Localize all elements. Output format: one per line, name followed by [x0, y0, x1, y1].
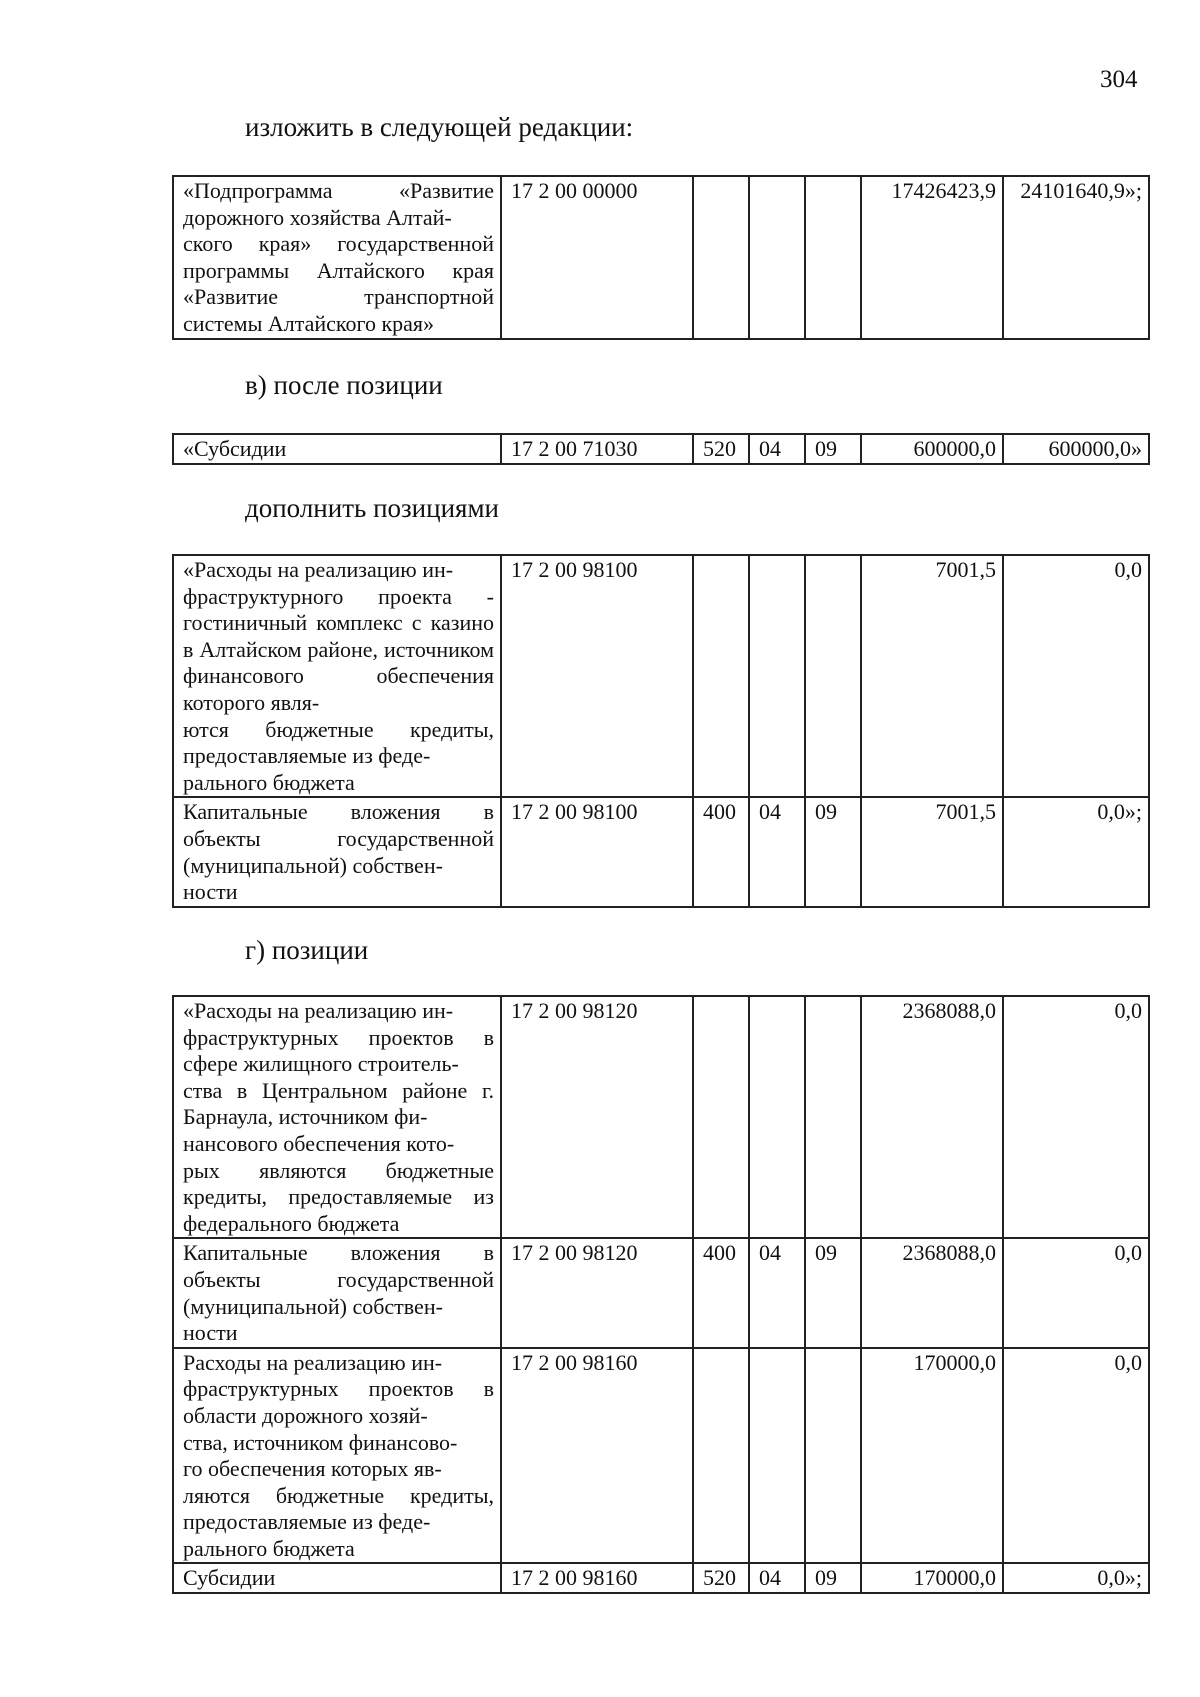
row-rz: 04: [749, 434, 805, 464]
row-pr: 09: [805, 434, 861, 464]
row-pr: 09: [805, 797, 861, 906]
table-body: [173, 176, 1149, 339]
row-sum-2: 0,0: [1003, 1238, 1149, 1347]
row-name: Расходы на реализацию ин- фраструктурных проектов в области дорожного хозяй- ства, источником финансово- го обеспечения которых яв- ляются бюджетные кредиты, предоставляемые из феде- рального бюджета: [173, 1348, 501, 1564]
table-row: [173, 555, 1149, 797]
row-sum-2: 0,0: [1003, 996, 1149, 1238]
row-pr: [805, 996, 861, 1238]
row-sum-1: 7001,5: [861, 555, 1003, 797]
row-sum-2: 0,0»;: [1003, 1563, 1149, 1593]
row-vr: 400: [693, 1238, 749, 1347]
row-rz: 04: [749, 797, 805, 906]
row-sum-1: 2368088,0: [861, 1238, 1003, 1347]
row-sum-1: 600000,0: [861, 434, 1003, 464]
row-sum-1: 170000,0: [861, 1563, 1003, 1593]
row-vr: [693, 555, 749, 797]
row-pr: [805, 1348, 861, 1564]
row-name: Капитальные вложения в объекты государственной (муниципальной) собствен- ности: [173, 797, 501, 906]
table-positions: [172, 995, 1150, 1594]
row-vr: 400: [693, 797, 749, 906]
table-row: [173, 176, 1149, 339]
section-heading-g: г) позиции: [245, 935, 369, 965]
row-rz: [749, 996, 805, 1238]
row-vr: 520: [693, 434, 749, 464]
row-vr: [693, 176, 749, 339]
row-pr: [805, 555, 861, 797]
row-vr: [693, 1348, 749, 1564]
row-name: «Расходы на реализацию ин- фраструктурных проектов в сфере жилищного строитель- ства в Центральном районе г. Барнаула, источником фи- нансового обеспечения кото- рых являются бюджетные кредиты, предоставляемые из федерального бюджета: [173, 996, 501, 1238]
row-sum-1: 2368088,0: [861, 996, 1003, 1238]
row-vr: [693, 996, 749, 1238]
row-code: 17 2 00 98160: [501, 1563, 693, 1593]
page-number: 304: [1100, 66, 1138, 93]
row-sum-2: 600000,0»: [1003, 434, 1149, 464]
row-code: 17 2 00 98100: [501, 797, 693, 906]
row-code: 17 2 00 98120: [501, 1238, 693, 1347]
row-name: «Расходы на реализацию ин- фраструктурного проекта - гостиничный комплекс с казино в Алтайском районе, источником финансового обеспечения которого явля- ются бюджетные кредиты, предоставляемые из феде- рального бюджета: [173, 555, 501, 797]
row-sum-1: 17426423,9: [861, 176, 1003, 339]
row-name: Капитальные вложения в объекты государственной (муниципальной) собствен- ности: [173, 1238, 501, 1347]
row-pr: [805, 176, 861, 339]
table-body: [173, 434, 1149, 464]
row-pr: 09: [805, 1563, 861, 1593]
table-added-positions: [172, 554, 1150, 908]
row-rz: [749, 1348, 805, 1564]
section-heading-add: дополнить позициями: [245, 493, 499, 523]
table-row: [173, 434, 1149, 464]
table-subprogram: [172, 175, 1150, 340]
row-rz: 04: [749, 1563, 805, 1593]
row-code: 17 2 00 98160: [501, 1348, 693, 1564]
row-sum-2: 24101640,9»;: [1003, 176, 1149, 339]
row-rz: [749, 555, 805, 797]
table-body: [173, 996, 1149, 1593]
row-sum-2: 0,0»;: [1003, 797, 1149, 906]
row-rz: [749, 176, 805, 339]
row-code: 17 2 00 71030: [501, 434, 693, 464]
table-row: [173, 1563, 1149, 1593]
row-code: 17 2 00 98120: [501, 996, 693, 1238]
row-name: «Подпрограмма «Развитие дорожного хозяйства Алтай- ского края» государственной программы Алтайского края «Развитие транспортной системы Алтайского края»: [173, 176, 501, 339]
table-body: [173, 555, 1149, 907]
row-sum-1: 170000,0: [861, 1348, 1003, 1564]
row-sum-2: 0,0: [1003, 555, 1149, 797]
section-heading-intro: изложить в следующей редакции:: [245, 112, 634, 142]
table-row: [173, 797, 1149, 906]
table-row: [173, 1348, 1149, 1564]
row-vr: 520: [693, 1563, 749, 1593]
row-code: 17 2 00 00000: [501, 176, 693, 339]
row-name: Субсидии: [173, 1563, 501, 1593]
row-sum-1: 7001,5: [861, 797, 1003, 906]
table-row: [173, 996, 1149, 1238]
row-name: «Субсидии: [173, 434, 501, 464]
row-sum-2: 0,0: [1003, 1348, 1149, 1564]
row-code: 17 2 00 98100: [501, 555, 693, 797]
table-after-position: [172, 433, 1150, 465]
section-heading-v: в) после позиции: [245, 370, 443, 400]
table-row: [173, 1238, 1149, 1347]
row-rz: 04: [749, 1238, 805, 1347]
row-pr: 09: [805, 1238, 861, 1347]
